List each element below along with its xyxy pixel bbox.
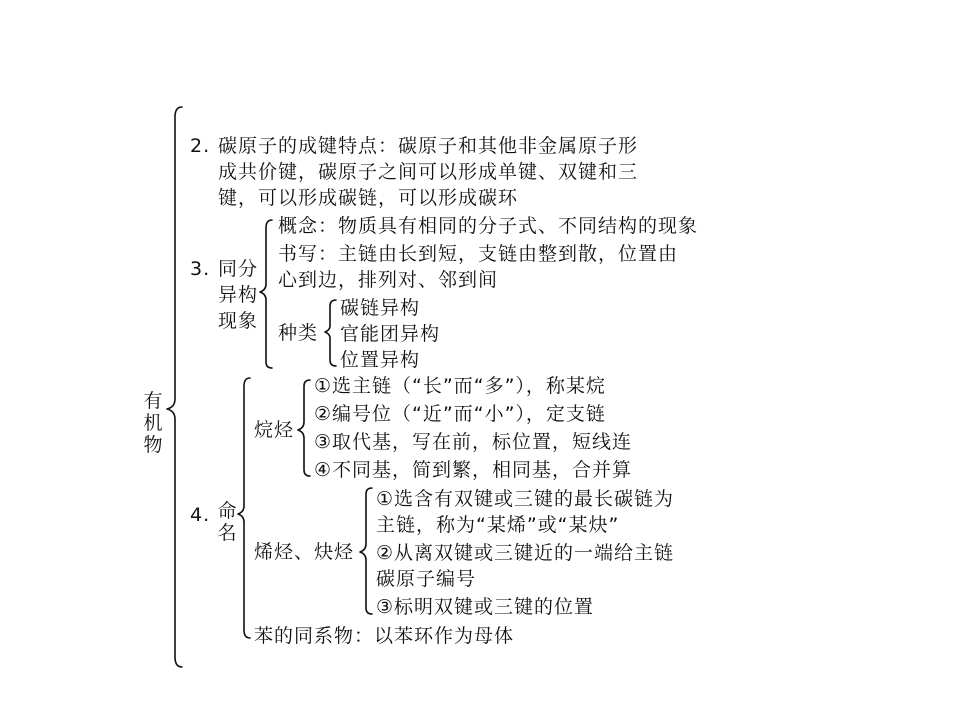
alkene-rule-line-4: 碳原子编号	[376, 568, 477, 590]
section2-number: 2.	[190, 135, 211, 157]
isomer-type-1: 碳链异构	[340, 297, 421, 319]
benzene-homolog: 苯的同系物：以苯环作为母体	[254, 625, 515, 647]
isomer-types-label: 种类	[278, 322, 319, 344]
alkene-rule-line-3: ②从离双键或三键近的一端给主链	[376, 542, 675, 564]
section4-title: 命名	[217, 500, 237, 544]
alkene-rule-line-5: ③标明双键或三键的位置	[376, 596, 595, 618]
isomer-brace	[260, 220, 272, 368]
section3-title-line-3: 现象	[218, 310, 259, 332]
section3-title-line-1: 同分	[218, 258, 259, 280]
section3-number: 3.	[190, 258, 211, 280]
isomer-concept: 概念：物质具有相同的分子式、不同结构的现象	[278, 215, 699, 237]
root-brace	[167, 107, 182, 667]
alkane-rule-2: ②编号位（“近”而“小”），定支链	[314, 403, 606, 425]
alkane-rule-1: ①选主链（“长”而“多”），称某烷	[314, 375, 606, 397]
section2-line-1: 碳原子的成键特点：碳原子和其他非金属原子形	[218, 135, 639, 157]
alkane-rule-4: ④不同基，简到繁，相同基，合并算	[314, 459, 633, 481]
alkene-brace	[360, 488, 372, 614]
root-label: 有机物	[143, 390, 163, 456]
alkane-rule-3: ③取代基，写在前，标位置，短线连	[314, 431, 633, 453]
alkane-brace	[298, 380, 310, 476]
section4-number: 4.	[190, 504, 211, 526]
alkene-rule-line-2: 主链，称为“某烯”或“某炔”	[376, 514, 620, 536]
isomer-writing-line-2: 心到边，排列对、邻到间	[278, 269, 499, 291]
isomer-type-2: 官能团异构	[340, 323, 441, 345]
naming-brace	[238, 378, 250, 638]
alkene-rule-line-1: ①选含有双键或三键的最长碳链为	[376, 488, 675, 510]
isomer-writing-line-1: 书写：主链由长到短，支链由整到散，位置由	[278, 243, 679, 265]
section2-line-3: 键，可以形成碳链，可以形成碳环	[218, 187, 519, 209]
section3-title-line-2: 异构	[218, 284, 259, 306]
types-brace	[325, 300, 336, 366]
alkane-label: 烷烃	[254, 419, 295, 441]
section2-line-2: 成共价键，碳原子之间可以形成单键、双键和三	[218, 161, 639, 183]
alkene-label: 烯烃、炔烃	[254, 541, 355, 563]
isomer-type-3: 位置异构	[340, 349, 421, 371]
